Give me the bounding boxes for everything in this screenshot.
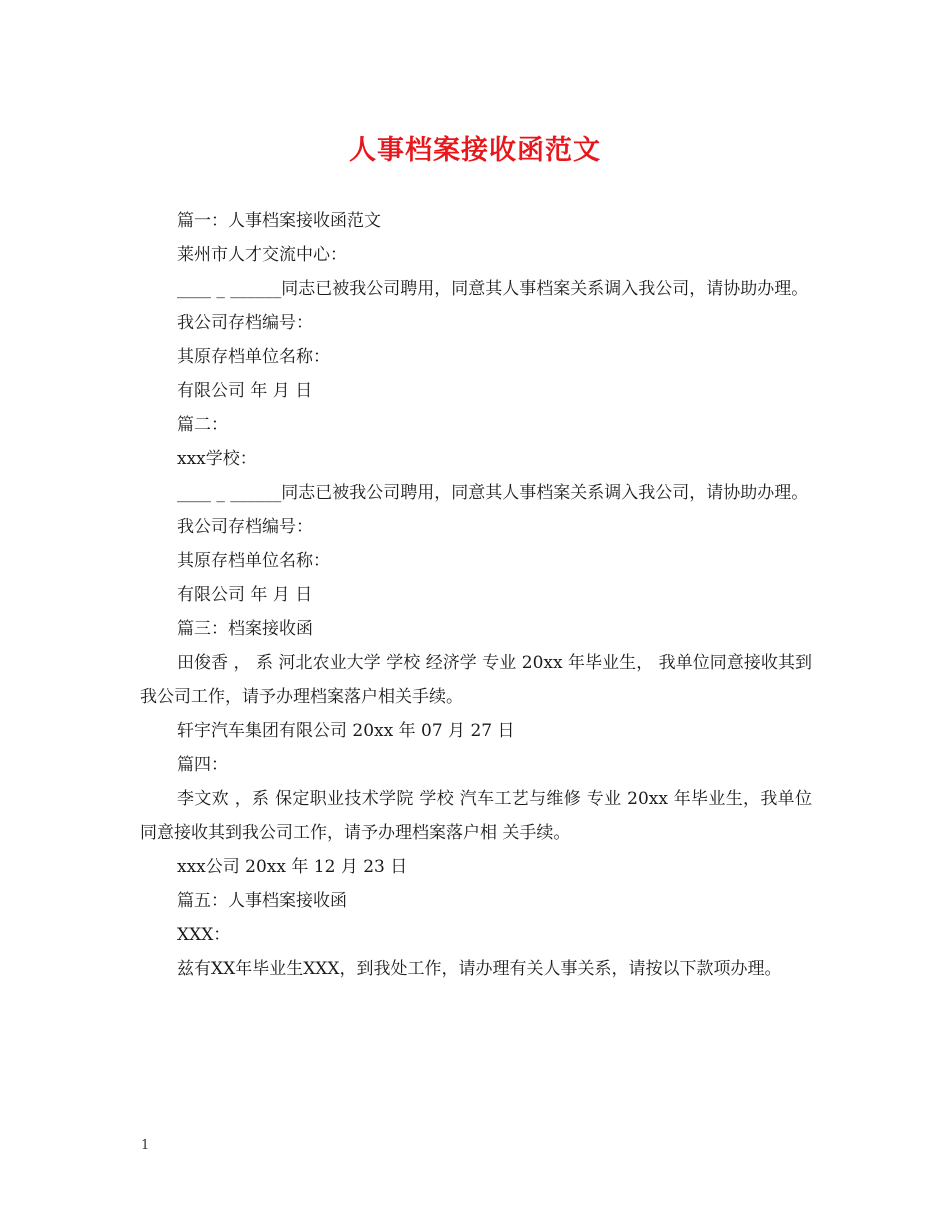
paragraph: 有限公司 年 月 日	[177, 585, 313, 605]
paragraph: xxx公司 20xx 年 12 月 23 日	[177, 857, 408, 877]
paragraph: xxx学校：	[177, 449, 257, 469]
paragraph: 篇五：人事档案接收函	[177, 891, 347, 911]
paragraph: 我公司存档编号：	[177, 517, 313, 537]
paragraph: 篇二：	[177, 415, 228, 435]
document-body	[140, 204, 812, 986]
paragraph: 兹有XX年毕业生XXX，到我处工作，请办理有关人事关系，请按以下款项办理。	[177, 959, 782, 979]
paragraph: 莱州市人才交流中心：	[177, 245, 347, 265]
paragraph: ____ _ ______同志已被我公司聘用，同意其人事档案关系调入我公司，请协助办理。	[177, 279, 809, 299]
paragraph: XXX：	[177, 925, 231, 945]
paragraph: 其原存档单位名称：	[177, 347, 330, 367]
paragraph: 我公司存档编号：	[177, 313, 313, 333]
paragraph: 篇一：人事档案接收函范文	[177, 211, 381, 231]
paragraph: 田俊香 ， 系 河北农业大学 学校 经济学 专业 20xx 年毕业生， 我单位同意接收其到我公司工作，请予办理档案落户相关手续。	[140, 653, 812, 707]
document-title: 人事档案接收函范文	[349, 135, 601, 166]
paragraph: ____ _ ______同志已被我公司聘用，同意其人事档案关系调入我公司，请协助办理。	[177, 483, 809, 503]
paragraph: 轩宇汽车集团有限公司 20xx 年 07 月 27 日	[177, 721, 515, 741]
paragraph: 篇三：档案接收函	[177, 619, 313, 639]
paragraph: 篇四：	[177, 755, 228, 775]
page-number: 1	[141, 1138, 150, 1153]
paragraph: 李文欢 ，系 保定职业技术学院 学校 汽车工艺与维修 专业 20xx 年毕业生，我单位同意接收其到我公司工作，请予办理档案落户相 关手续。	[140, 789, 812, 843]
paragraph: 其原存档单位名称：	[177, 551, 330, 571]
paragraph: 有限公司 年 月 日	[177, 381, 313, 401]
